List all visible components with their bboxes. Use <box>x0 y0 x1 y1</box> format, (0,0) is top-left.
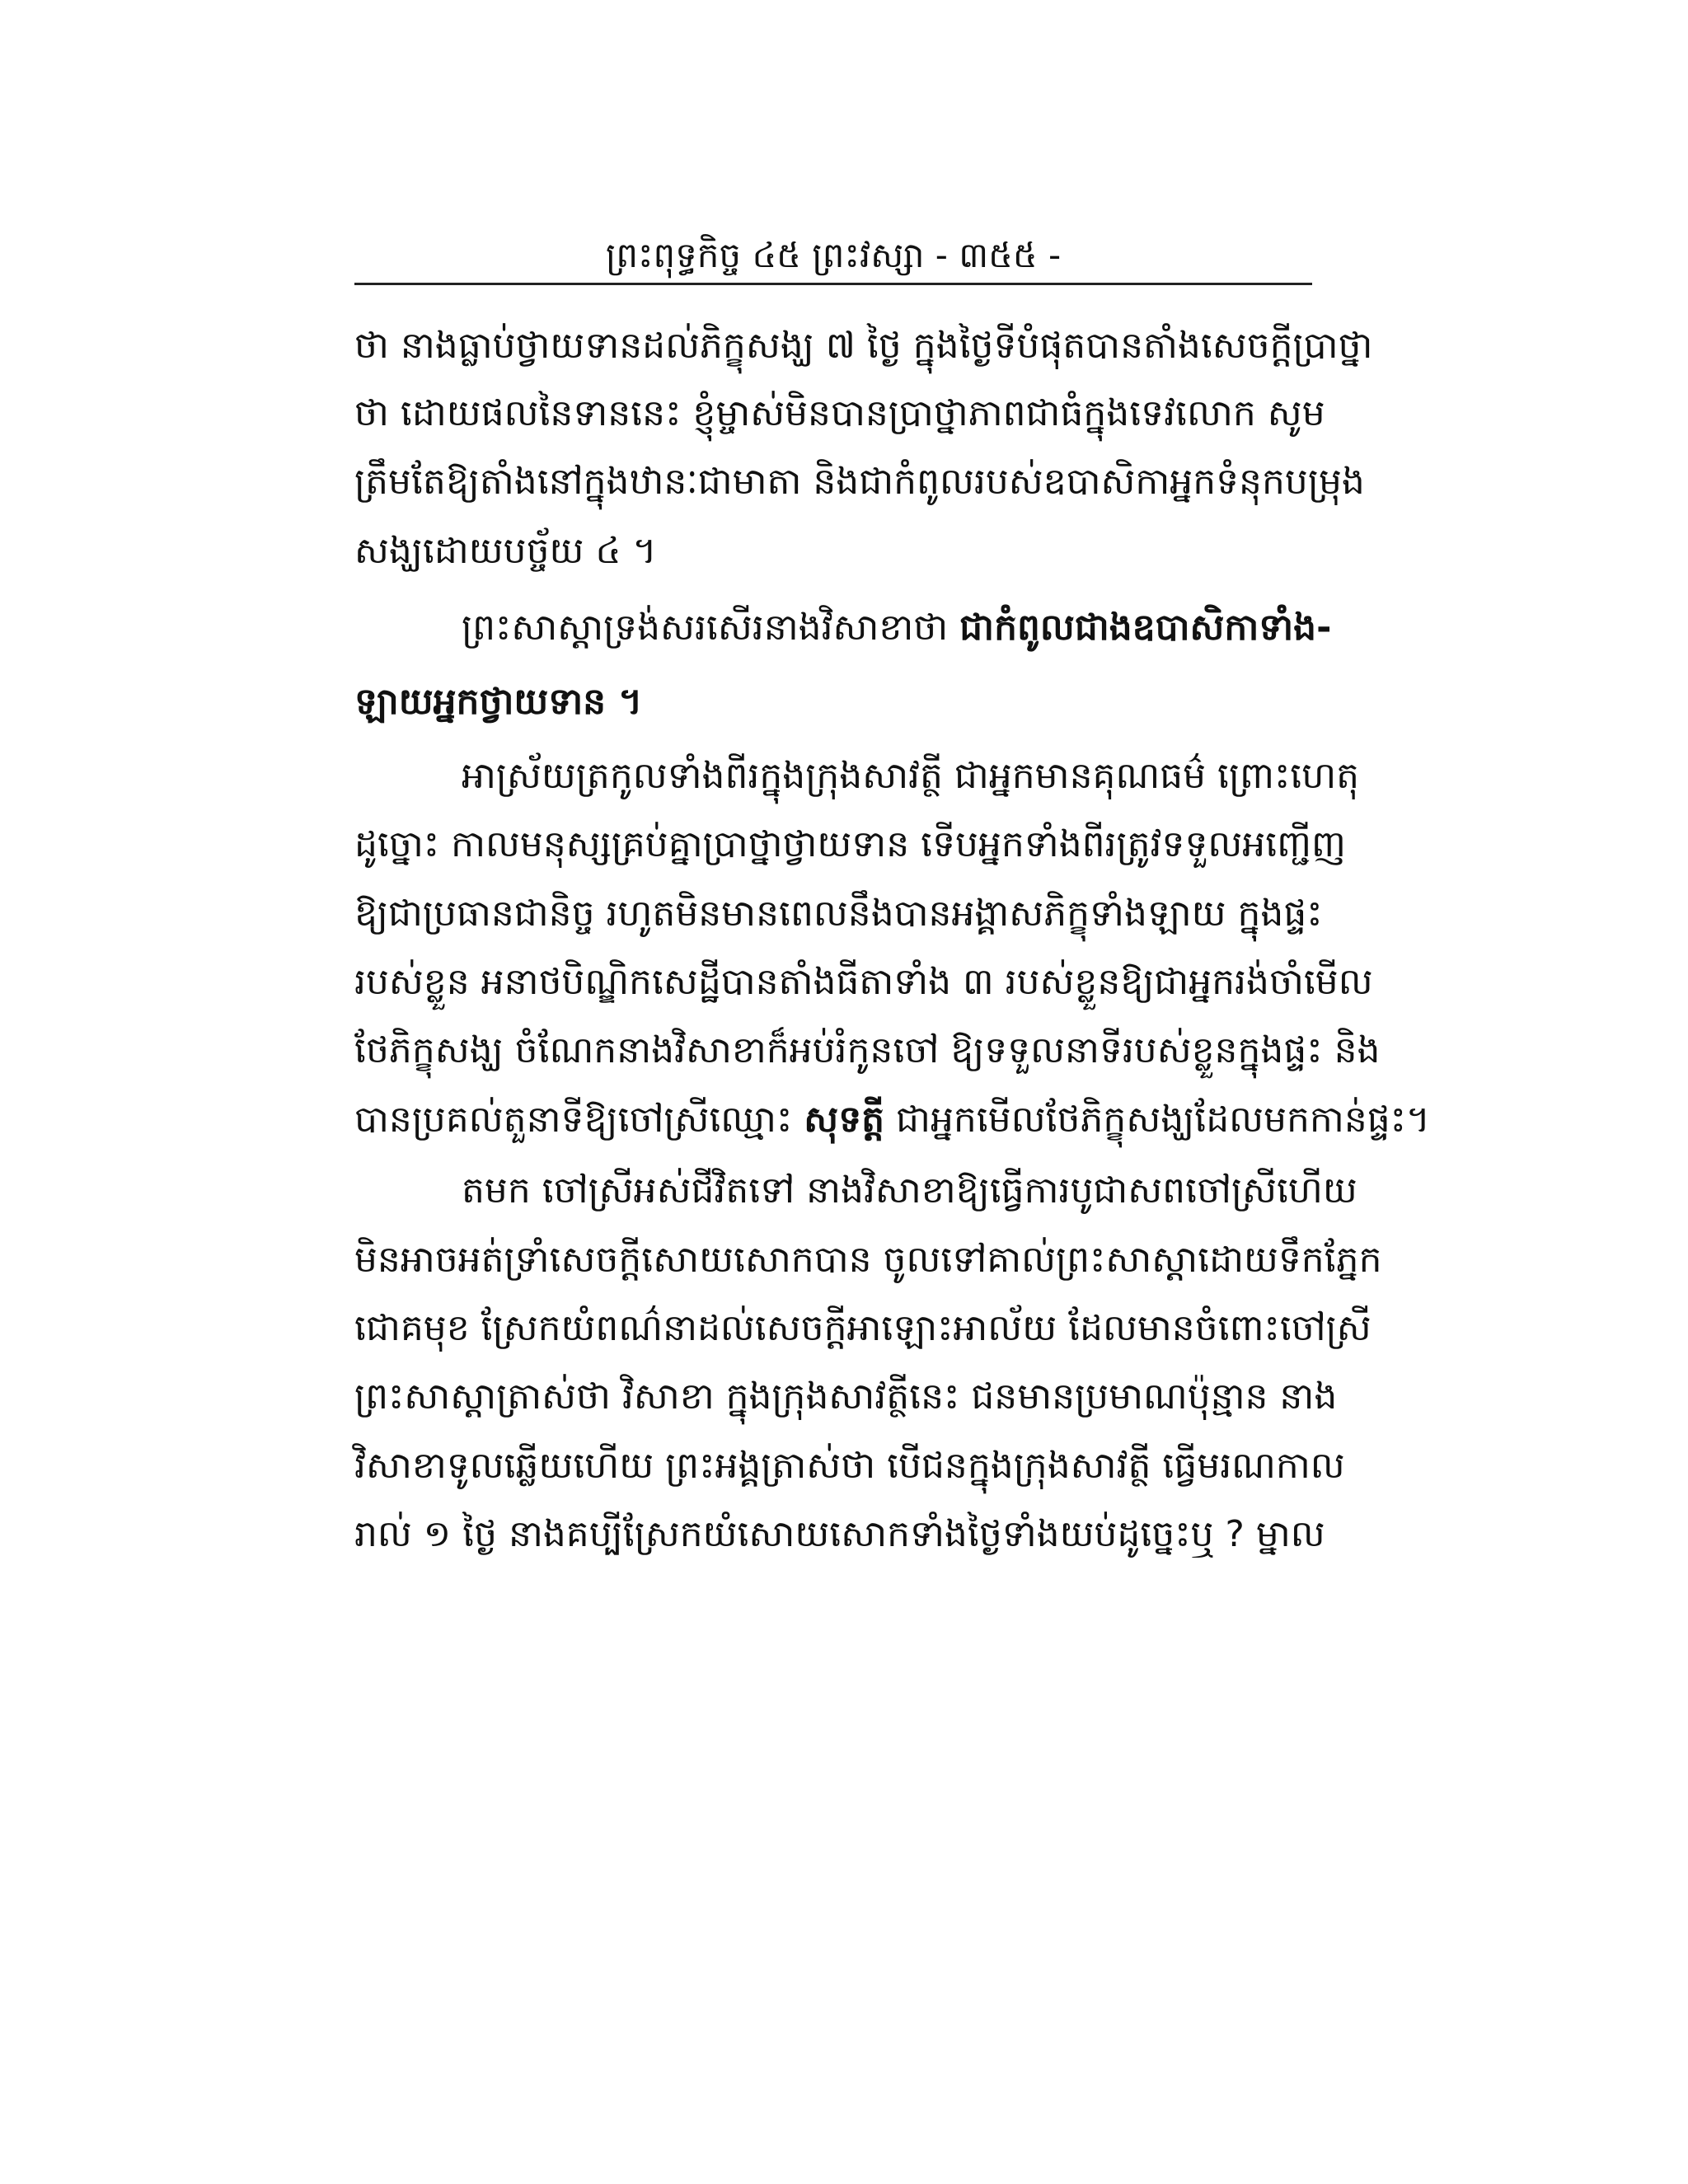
body-line-6: ឡាយអ្នកថ្វាយទាន ។ <box>354 681 643 723</box>
header-rule <box>354 283 1312 285</box>
body-line-16: ព្រះសាស្តាត្រាស់ថា វិសាខា ក្នុងក្រុងសាវត្ថីនេះ ជនមានប្រមាណប៉ុន្មាន នាង <box>354 1376 1338 1418</box>
body-line-17: វិសាខាទូលឆ្លើយហើយ ព្រះអង្គត្រាស់ថា បើជនក្នុងក្រុងសាវត្ថី ធ្វើមរណកាល <box>354 1445 1345 1487</box>
line-12-bold-name: សុទត្តី <box>804 1099 885 1141</box>
line-12-text-end: ជាអ្នកមើលថែភិក្ខុសង្ឃដែលមកកាន់ផ្ទះ។ <box>884 1099 1431 1141</box>
body-line-8: ដូច្នោះ កាលមនុស្សគ្រប់គ្នាប្រាថ្នាថ្វាយទាន ទើបអ្នកទាំងពីរត្រូវទទួលអញ្ជើញ <box>354 823 1346 865</box>
body-line-3: ត្រឹមតែឱ្យតាំងនៅក្នុងឋានៈជាមាតា និងជាកំពូលរបស់ឧបាសិកាអ្នកទំនុកបម្រុង <box>354 461 1365 503</box>
running-header: ព្រះពុទ្ធកិច្ច ៤៥ ព្រះវស្សា - ៣៥៥ - <box>605 235 1062 275</box>
line-12-text-start: បានប្រគល់តួនាទីឱ្យចៅស្រីឈ្មោះ <box>354 1099 804 1141</box>
body-line-2: ថា ដោយផលនៃទាននេះ ខ្ញុំម្ចាស់មិនបានប្រាថ្នាភាពជាធំក្នុងទេវលោក សូម <box>354 392 1325 434</box>
body-line-13: តមក ចៅស្រីអស់ជីវិតទៅ នាងវិសាខាឱ្យធ្វើការបូជាសពចៅស្រីហើយ <box>462 1169 1357 1212</box>
body-line-1: ថា នាងធ្លាប់ថ្វាយទានដល់ភិក្ខុសង្ឃ ៧ ថ្ងៃ ក្នុងថ្ងៃទីបំផុតបានតាំងសេចក្តីប្រាថ្នា <box>354 325 1373 367</box>
body-line-7: អាស្រ័យត្រកូលទាំងពីរក្នុងក្រុងសាវត្ថី ជាអ្នកមានគុណធម៌ ព្រោះហេតុ <box>462 755 1360 797</box>
body-line-4: សង្ឃដោយបច្ច័យ ៤ ។ <box>354 530 657 572</box>
body-line-11: ថែភិក្ខុសង្ឃ ចំណែកនាងវិសាខាក៏អប់រំកូនចៅ ឱ្យទទួលនាទីរបស់ខ្លួនក្នុងផ្ទះ និង <box>354 1029 1381 1071</box>
line-5-bold-text: ជាកំពូលជាងឧបាសិកាទាំង- <box>959 607 1332 649</box>
body-line-15: ជោគមុខ ស្រែកយំពណ៌នាដល់សេចក្តីអាឡោះអាល័យ ដែលមានចំពោះចៅស្រី <box>354 1307 1372 1349</box>
body-line-14: មិនអាចអត់ទ្រាំសេចក្តីសោយសោកបាន ចូលទៅគាល់ព្រះសាស្តាដោយទឹកភ្នែក <box>354 1239 1382 1281</box>
line-5-text: ព្រះសាស្តាទ្រង់សរសើរនាងវិសាខាថា <box>462 607 960 649</box>
body-line-12 <box>354 1094 1431 1146</box>
body-line-18: រាល់ ១ ថ្ងៃ នាងគប្បីស្រែកយំសោយសោកទាំងថ្ងៃទាំងយប់ដូច្នេះឬ ? ម្នាល <box>354 1513 1325 1555</box>
body-line-9: ឱ្យជាប្រធានជានិច្ច រហូតមិនមានពេលនឹងបានអង្គាសភិក្ខុទាំងឡាយ ក្នុងផ្ទះ <box>354 893 1323 935</box>
body-line-10: របស់ខ្លួន អនាថបិណ្ឌិកសេដ្ឋីបានតាំងធីតាទាំង ៣ របស់ខ្លួនឱ្យជាអ្នករង់ចាំមើល <box>354 961 1373 1003</box>
body-line-5 <box>462 602 1332 654</box>
